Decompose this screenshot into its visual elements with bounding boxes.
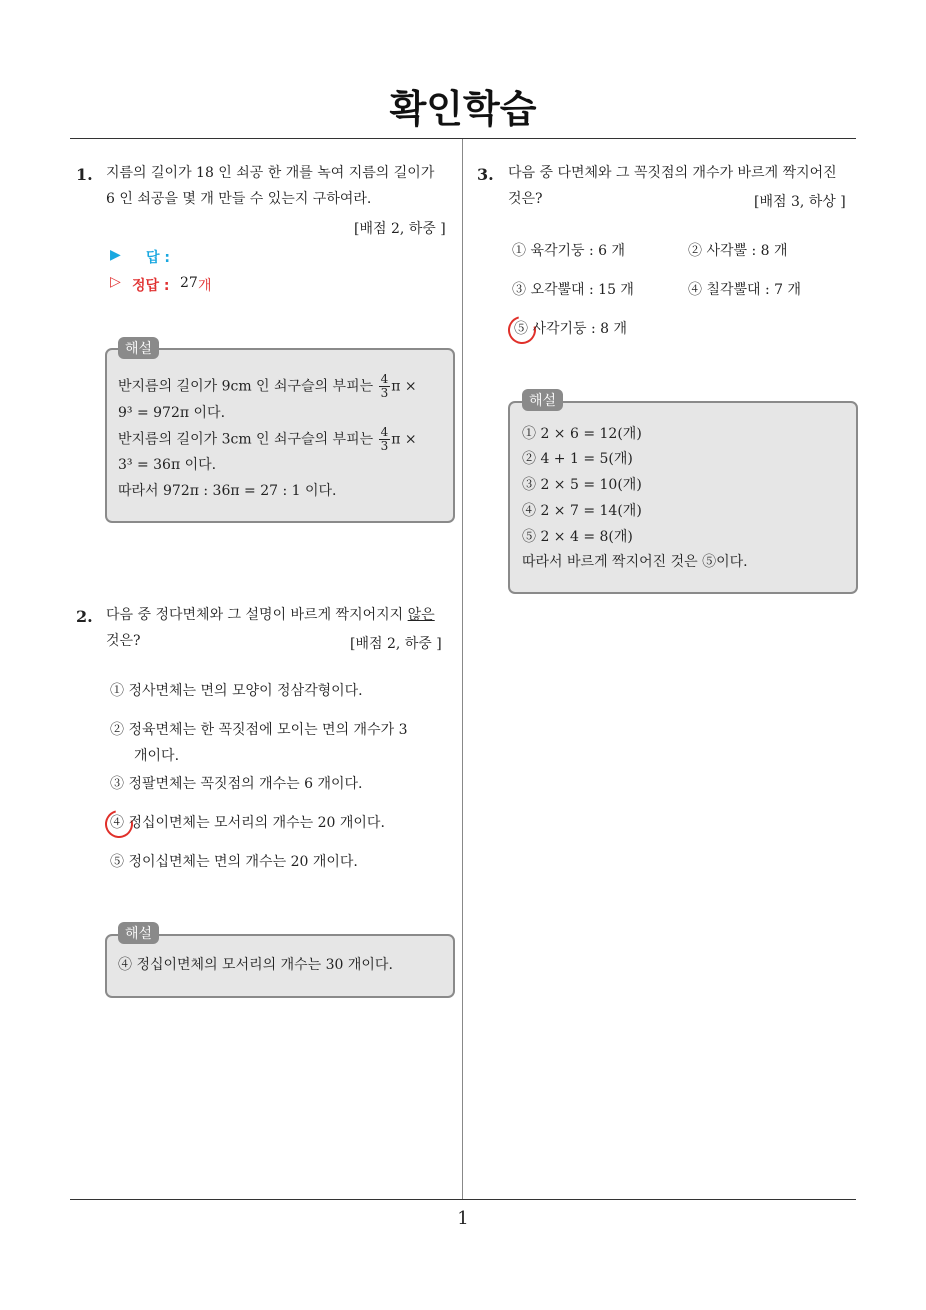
emphasis-underline: 않은 (407, 607, 435, 623)
question-line: 지름의 길이가 18 인 쇠공 한 개를 녹여 지름의 길이가 (106, 165, 435, 181)
correct-unit: 개 (198, 278, 212, 294)
score-meta: [배점 2, 하중 ] (354, 221, 446, 237)
question-line: 것은? (508, 191, 543, 207)
top-rule (70, 138, 856, 139)
triangle-outline-icon: ▷ (110, 274, 121, 290)
explanation-tag: 해설 (118, 337, 159, 359)
page-number: 1 (457, 1208, 469, 1229)
answer-label: 답 : (146, 250, 170, 266)
option-3[interactable]: ③ 오각뿔대 : 15 개 (512, 282, 634, 298)
question-line: 6 인 쇠공을 몇 개 만들 수 있는지 구하여라. (106, 191, 372, 207)
play-icon: ▶ (110, 247, 121, 263)
question-line: 것은? (106, 633, 141, 649)
explanation-line: 3³ = 36π 이다. (118, 457, 217, 473)
explanation-line: ① 2 × 6 = 12(개) (522, 426, 642, 442)
explanation-line: 따라서 바르게 짝지어진 것은 ⑤이다. (522, 554, 748, 570)
explanation-line: 따라서 972π : 36π = 27 : 1 이다. (118, 483, 337, 499)
correct-value: 27 (180, 275, 198, 291)
explanation-tag: 해설 (118, 922, 159, 944)
question-line: 다음 중 다면체와 그 꼭짓점의 개수가 바르게 짝지어진 (508, 165, 837, 181)
explanation-line: 반지름의 길이가 9cm 인 쇠구슬의 부피는 $\frac{4}{3}$ π × (118, 372, 417, 400)
option-3[interactable]: ③ 정팔면체는 꼭짓점의 개수는 6 개이다. (110, 776, 363, 792)
option-5[interactable]: ⑤ 사각기둥 : 8 개 (514, 321, 628, 337)
option-1[interactable]: ① 정사면체는 면의 모양이 정삼각형이다. (110, 683, 363, 699)
option-2[interactable]: ② 사각뿔 : 8 개 (688, 243, 788, 259)
question-number: 2. (76, 607, 93, 626)
explanation-tag: 해설 (522, 389, 563, 411)
option-4[interactable]: ④ 칠각뿔대 : 7 개 (688, 282, 802, 298)
explanation-line: ⑤ 2 × 4 = 8(개) (522, 529, 633, 545)
explanation-line: ③ 2 × 5 = 10(개) (522, 477, 642, 493)
question-number: 1. (76, 165, 93, 184)
option-2-continued: 개이다. (134, 748, 180, 764)
correct-label: 정답 : (132, 278, 170, 294)
score-meta: [배점 2, 하중 ] (350, 636, 442, 652)
option-5[interactable]: ⑤ 정이십면체는 면의 개수는 20 개이다. (110, 854, 358, 870)
option-1[interactable]: ① 육각기둥 : 6 개 (512, 243, 626, 259)
column-divider (462, 139, 463, 1200)
option-2[interactable]: ② 정육면체는 한 꼭짓점에 모이는 면의 개수가 3 (110, 722, 408, 738)
explanation-line: ④ 정십이면체의 모서리의 개수는 30 개이다. (118, 957, 393, 973)
explanation-line: 반지름의 길이가 3cm 인 쇠구슬의 부피는 $\frac{4}{3}$ π × (118, 425, 417, 453)
explanation-line: 9³ = 972π 이다. (118, 405, 226, 421)
question-line: 다음 중 정다면체와 그 설명이 바르게 짝지어지지 않은 (106, 607, 435, 623)
option-4[interactable]: ④ 정십이면체는 모서리의 개수는 20 개이다. (110, 815, 385, 831)
explanation-line: ② 4 + 1 = 5(개) (522, 451, 633, 467)
page-title: 확인학습 (389, 87, 537, 131)
bottom-rule (70, 1199, 856, 1200)
question-number: 3. (477, 165, 494, 184)
explanation-line: ④ 2 × 7 = 14(개) (522, 503, 642, 519)
score-meta: [배점 3, 하상 ] (754, 194, 846, 210)
